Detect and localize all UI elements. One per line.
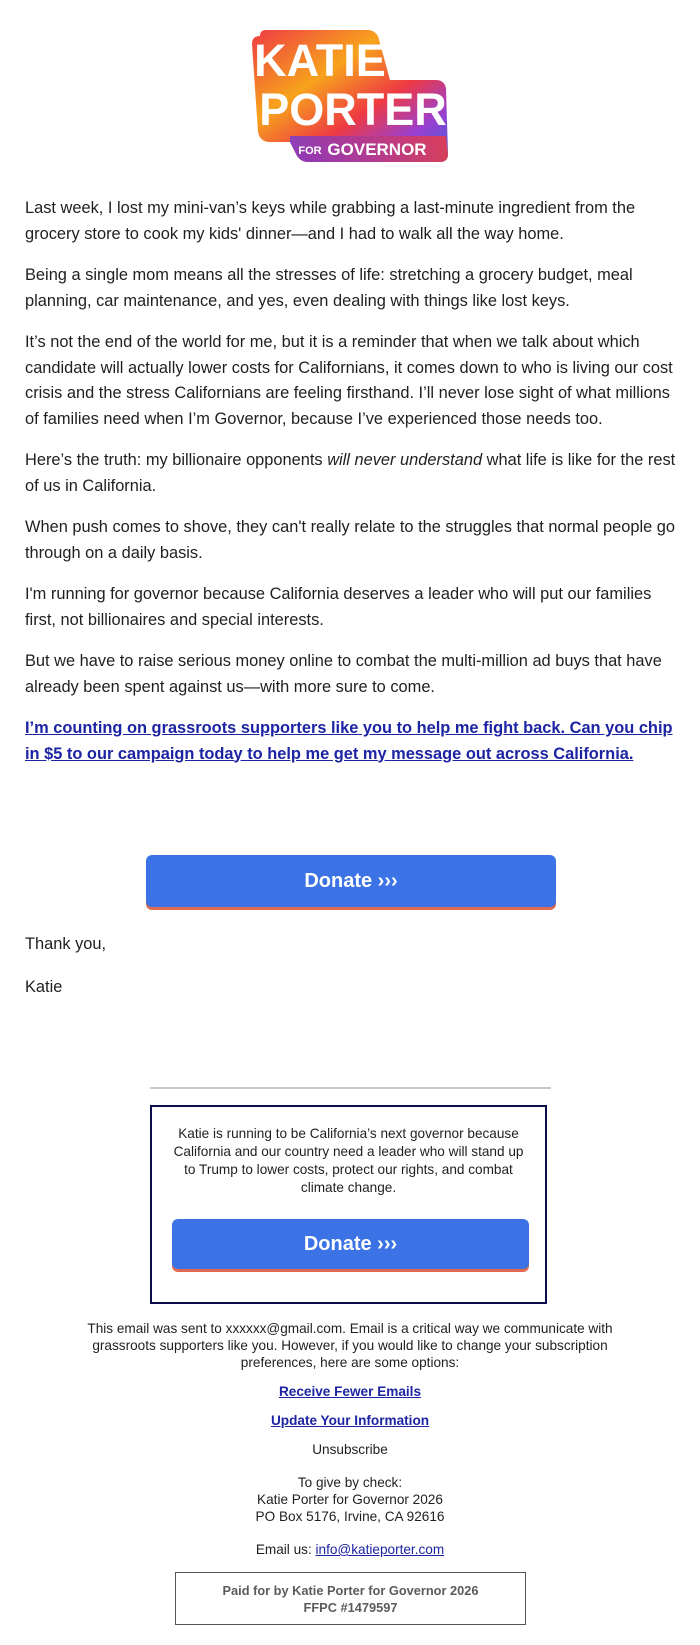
- paragraph-2: Being a single mom means all the stresses of life: stretching a grocery budget, meal planning, car maintenance, and yes, even dealing with things like lost keys.: [25, 266, 633, 310]
- campaign-logo: [0, 30, 700, 172]
- email-label: Email us:: [255, 1542, 316, 1557]
- email-footer: [70, 1320, 630, 1570]
- logo-line2: PORTER: [259, 84, 447, 135]
- paragraph-4-emphasis: will never understand: [327, 451, 483, 469]
- sent-to-text: This email was sent to xxxxxx@gmail.com. Email is a critical way we communicate with grassroots supporters like you. However, if you would like to change your subscription preferences, here are some options:: [87, 1321, 613, 1370]
- divider: [150, 1087, 551, 1089]
- cta-link[interactable]: I’m counting on grassroots supporters like you to help me fight back. Can you chip in $5 to our campaign today to help me get my message out across California.: [25, 719, 673, 763]
- paragraph-7: But we have to raise serious money online to combat the multi-million ad buys that have already been spent against us—with more sure to come.: [25, 652, 662, 696]
- signature-name: Katie: [25, 977, 63, 996]
- paragraph-6: I'm running for governor because California deserves a leader who will put our families first, not billionaires and special interests.: [25, 585, 652, 629]
- email-body: [25, 196, 680, 767]
- logo-office: GOVERNOR: [327, 140, 427, 159]
- logo-line1: KATIE: [254, 35, 386, 86]
- check-address: PO Box 5176, Irvine, CA 92616: [255, 1509, 445, 1524]
- paragraph-4-start: Here’s the truth: my billionaire opponents: [25, 451, 328, 469]
- update-information-link[interactable]: Update Your Information: [270, 1413, 430, 1428]
- paragraph-4: [25, 448, 680, 499]
- campaign-info-text: Katie is running to be California’s next governor because California and our country need a leader who will stand up to Trump to lower costs, protect our rights, and combat climate change.: [173, 1126, 524, 1195]
- check-heading: To give by check:: [297, 1475, 403, 1490]
- paragraph-3: It’s not the end of the world for me, but it is a reminder that when we talk about which candidate will actually lower costs for Californians, it comes down to who is living our cost crisis and the stress Californians are feeling firsthand. I’ll never lose sight of what millions of families need when I’m Governor, because I’ve experienced those needs too.: [25, 333, 673, 428]
- logo-for: FOR: [298, 145, 322, 157]
- paragraph-1: Last week, I lost my mini-van’s keys while grabbing a last-minute ingredient from the grocery store to cook my kids' dinner—and I had to walk all the way home.: [25, 199, 636, 243]
- email-address-link[interactable]: info@katieporter.com: [315, 1542, 445, 1557]
- paid-for-disclaimer: [175, 1572, 526, 1625]
- thanks-text: Thank you,: [25, 935, 107, 953]
- cta-paragraph: [25, 716, 680, 767]
- signoff: [25, 932, 625, 1017]
- campaign-info-box: [150, 1105, 547, 1304]
- donate-button[interactable]: Donate ›››: [146, 855, 556, 907]
- paragraph-5: When push comes to shove, they can't really relate to the struggles that normal people go through on a daily basis.: [25, 518, 676, 562]
- unsubscribe-link[interactable]: Unsubscribe: [312, 1442, 388, 1457]
- receive-fewer-emails-link[interactable]: Receive Fewer Emails: [278, 1384, 422, 1399]
- paid-for-line: Paid for by Katie Porter for Governor 2026: [222, 1583, 479, 1598]
- check-info: [70, 1474, 630, 1525]
- ffpc-number: FFPC #1479597: [303, 1600, 398, 1615]
- katie-porter-logo: [250, 30, 450, 172]
- paragraph-4-end: what life is like for the rest of us in California.: [25, 451, 676, 495]
- check-name: Katie Porter for Governor 2026: [257, 1492, 443, 1507]
- box-donate-button[interactable]: Donate ›››: [172, 1219, 529, 1269]
- email-us: [70, 1541, 630, 1558]
